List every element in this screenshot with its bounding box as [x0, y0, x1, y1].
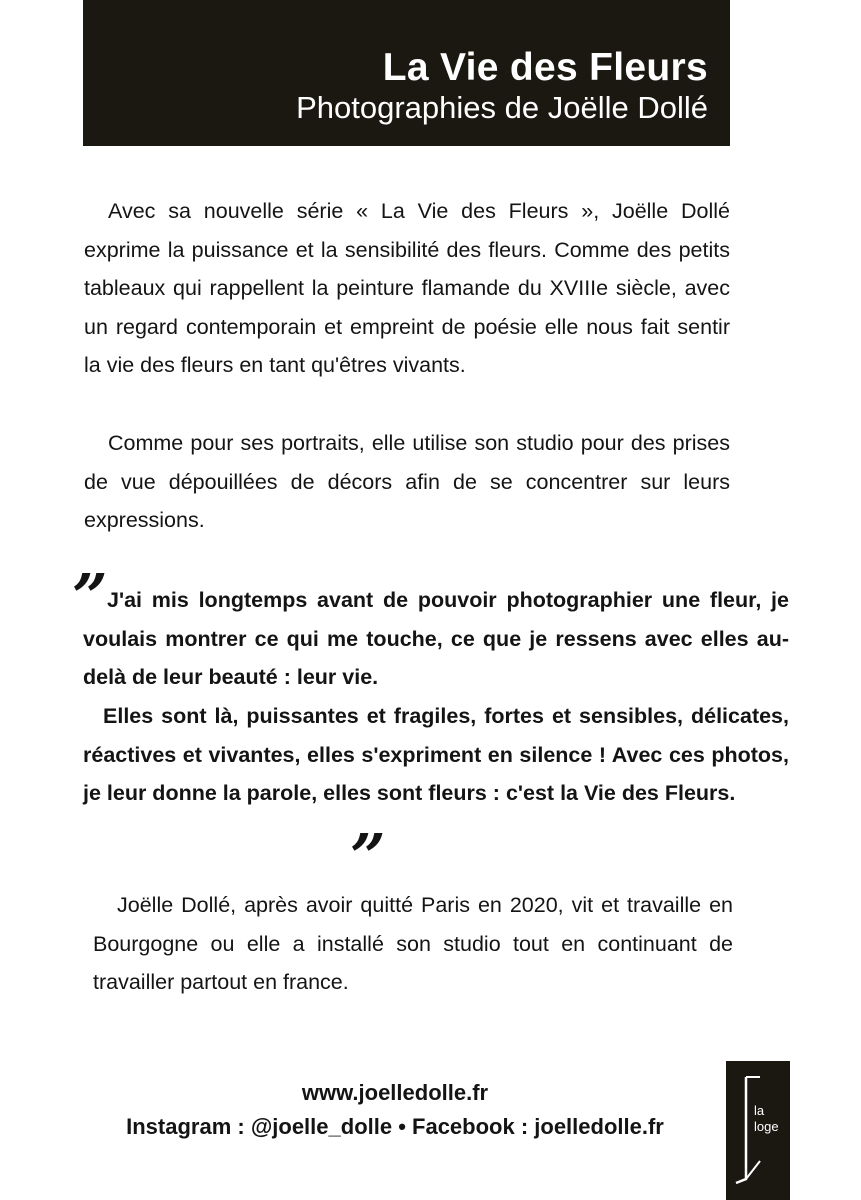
page-subtitle: Photographies de Joëlle Dollé: [296, 90, 708, 125]
intro-paragraph-1: [84, 192, 730, 385]
footer-links: [80, 1076, 710, 1144]
intro-paragraph-1-text: Avec sa nouvelle série « La Vie des Fleurs », Joëlle Dollé exprime la puissance et la sensibilité des fleurs. Comme des petits tableaux qui rappellent la peinture flamande du XVIIIe siècle, avec un regard contemporain et empreint de poésie elle nous fait sentir la vie des fleurs en tant qu'êtres vivants.: [84, 199, 730, 377]
la-loge-logo: [726, 1061, 790, 1200]
logo-text: [754, 1103, 779, 1135]
closing-quote-mark: ”: [350, 820, 386, 893]
bio-paragraph: [93, 886, 733, 1002]
page-title: La Vie des Fleurs: [382, 46, 708, 89]
intro-paragraph-2-text: Comme pour ses portraits, elle utilise son studio pour des prises de vue dépouillées de décors afin de se concentrer sur leurs expressions.: [84, 431, 730, 532]
quote-paragraph-1: J'ai mis longtemps avant de pouvoir photographier une fleur, je voulais montrer ce qui me touche, ce que je ressens avec elles au-delà de leur beauté : leur vie.: [83, 588, 789, 689]
quote-paragraph-2: Elles sont là, puissantes et fragiles, fortes et sensibles, délicates, réactives et vivantes, elles s'expriment en silence ! Avec ces photos, je leur donne la parole, elles sont fleurs : c'est la Vie des Fleurs.: [83, 704, 789, 805]
header-banner: [83, 0, 730, 146]
opening-quote-mark: ”: [72, 560, 108, 633]
social-links[interactable]: Instagram : @joelle_dolle • Facebook : joelledolle.fr: [126, 1114, 664, 1139]
website-link[interactable]: www.joelledolle.fr: [301, 1080, 489, 1105]
intro-paragraph-2: [84, 424, 730, 540]
bio-text: Joëlle Dollé, après avoir quitté Paris en 2020, vit et travaille en Bourgogne ou elle a installé son studio tout en continuant de travailler partout en france.: [93, 893, 733, 994]
logo-line-1: la: [754, 1103, 765, 1118]
logo-line-2: loge: [754, 1119, 779, 1134]
